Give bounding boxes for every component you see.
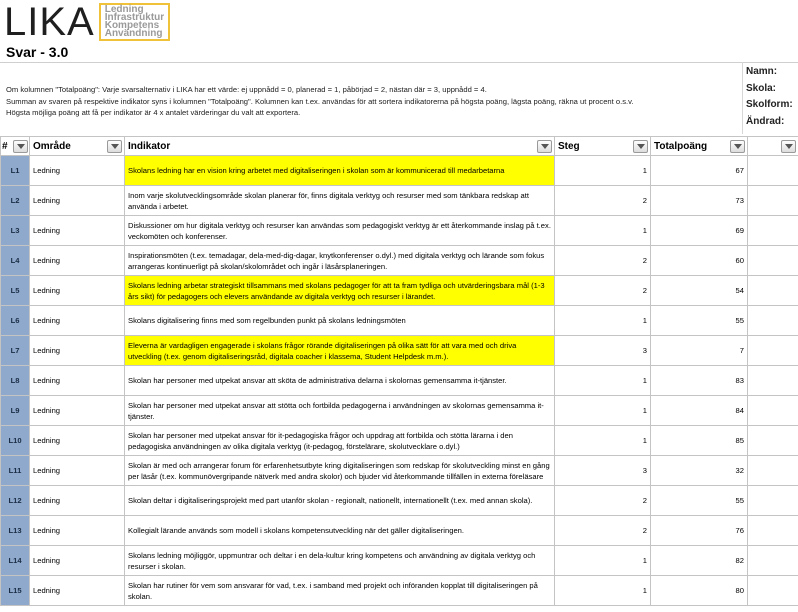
area-cell[interactable]: Ledning [30,336,125,366]
step-cell[interactable]: 2 [555,276,651,306]
column-header-label: # [2,140,8,152]
extra-cell[interactable] [748,456,798,486]
row-id-cell[interactable]: L12 [1,486,30,516]
row-id-cell[interactable]: L11 [1,456,30,486]
step-cell[interactable]: 2 [555,186,651,216]
step-cell[interactable]: 1 [555,396,651,426]
indicator-cell[interactable]: Inspirationsmöten (t.ex. temadagar, dela-med-dig-dagar, knytkonferenser o.dyl.) med digitala verktyg och lärande som fokus arrangeras kontinuerligt på skolan/skolområdet och ingår i läsårsplaneringen. [125,246,555,276]
total-points-cell[interactable]: 32 [651,456,748,486]
table-row[interactable] [1,426,798,456]
table-row[interactable] [1,456,798,486]
chevron-down-icon [17,144,25,149]
chevron-down-icon [637,144,645,149]
info-line: Summan av svaren på respektive indikator syns i kolumnen "Totalpoäng". Kolumnen kan t.ex. användas för att sortera indikatorerna på högsta poäng, lägsta poäng, räkna ut procent o.s.v. [6,96,634,106]
table-body [1,156,798,606]
filter-dropdown-button[interactable] [537,140,552,153]
column-header-label: Steg [558,140,580,152]
row-id-cell[interactable]: L6 [1,306,30,336]
row-id-cell[interactable]: L13 [1,516,30,546]
lika-logo [4,2,168,42]
extra-cell[interactable] [748,546,798,576]
extra-cell[interactable] [748,426,798,456]
table-row[interactable] [1,306,798,336]
extra-cell[interactable] [748,306,798,336]
extra-cell[interactable] [748,156,798,186]
step-cell[interactable]: 1 [555,216,651,246]
area-cell[interactable]: Ledning [30,486,125,516]
area-cell[interactable]: Ledning [30,276,125,306]
table-row[interactable] [1,186,798,216]
filter-dropdown-button[interactable] [633,140,648,153]
row-id-cell[interactable]: L15 [1,576,30,606]
total-points-cell[interactable]: 55 [651,486,748,516]
step-cell[interactable]: 1 [555,366,651,396]
indicator-cell[interactable]: Skolans digitalisering finns med som regelbunden punkt på skolans ledningsmöten [125,306,555,336]
total-points-cell[interactable]: 84 [651,396,748,426]
column-header-area [30,137,125,156]
area-cell[interactable]: Ledning [30,426,125,456]
chevron-down-icon [541,144,549,149]
extra-cell[interactable] [748,516,798,546]
total-points-cell[interactable]: 85 [651,426,748,456]
indicator-cell[interactable]: Skolan har rutiner för vem som ansvarar för vad, t.ex. i samband med projekt och införanden kopplat till digitaliseringen på skolan. [125,576,555,606]
changed-label: Ändrad: [746,115,785,127]
meta-labels [746,64,793,130]
extra-cell[interactable] [748,216,798,246]
indicator-cell[interactable]: Inom varje skolutvecklingsområde skolan planerar för, finns digitala verktyg och resurser med som tänkbara redskap att använda i arbetet. [125,186,555,216]
area-cell[interactable]: Ledning [30,396,125,426]
indicator-cell[interactable]: Skolan är med och arrangerar forum för erfarenhetsutbyte kring digitaliseringen som redskap för skolutveckling minst en gång per läsår (t.ex. kommunövergripande nätverk med andra skolor) och bjuder vid återkommande tillfällen in externa föreläsare [125,456,555,486]
divider [742,62,743,134]
logo-subtitle-box [101,3,168,41]
page-title: Svar - 3.0 [6,44,69,60]
info-text [6,84,633,119]
row-id-cell[interactable]: L1 [1,156,30,186]
step-cell[interactable]: 3 [555,456,651,486]
filter-dropdown-button[interactable] [107,140,122,153]
row-id-cell[interactable]: L3 [1,216,30,246]
row-id-cell[interactable]: L2 [1,186,30,216]
indicator-cell[interactable]: Skolans ledning har en vision kring arbetet med digitaliseringen i skolan som är kommunicerad till medarbetarna [125,156,555,186]
area-cell[interactable]: Ledning [30,216,125,246]
indicator-cell[interactable]: Eleverna är vardagligen engagerade i skolans frågor rörande digitaliseringen på olika sätt för att vara med och driva utveckling (t.ex. genom digitaliseringsråd, digitala coacher i klassema, Student Helpdesk m.m.). [125,336,555,366]
indicator-cell[interactable]: Diskussioner om hur digitala verktyg och resurser kan användas som pedagogiskt verktyg är ett återkommande inslag på t.ex. veckomöten och konferenser. [125,216,555,246]
table-row[interactable] [1,156,798,186]
filter-dropdown-button[interactable] [13,140,28,153]
indicator-cell[interactable]: Skolan har personer med utpekat ansvar att stötta och fortbilda pedagogerna i användningen av skolornas gemensamma it-tjänster. [125,396,555,426]
total-points-cell[interactable]: 7 [651,336,748,366]
indicator-cell[interactable]: Skolan har personer med utpekat ansvar att sköta de administrativa delarna i skolornas gemensamma it-tjänster. [125,366,555,396]
table-row[interactable] [1,486,798,516]
chevron-down-icon [734,144,742,149]
indicator-cell[interactable]: Skolan har personer med utpekat ansvar för it-pedagogiska frågor och uppdrag att fortbilda och stötta lärarna i den pedagogiska användningen av olika digitala verktyg (it-pedagog, förstelärare, skolutvecklare o.dyl.) [125,426,555,456]
divider [0,62,798,63]
area-cell[interactable]: Ledning [30,546,125,576]
indicator-cell[interactable]: Kollegialt lärande används som modell i skolans kompetensutveckling när det gäller digitaliseringen. [125,516,555,546]
column-header-label: Område [33,140,71,152]
column-header-extra [748,137,798,156]
step-cell[interactable]: 2 [555,246,651,276]
total-points-cell[interactable]: 82 [651,546,748,576]
step-cell[interactable]: 1 [555,576,651,606]
indicator-cell[interactable]: Skolans ledning arbetar strategiskt tillsammans med skolans pedagoger för att ta fram tydliga och utvärderingsbara mål (1-3 års sikt) för pedagogers och elevers användande av digitala verktyg och resurser i lärandet. [125,276,555,306]
school-form-label: Skolform: [746,99,793,110]
row-id-cell[interactable]: L5 [1,276,30,306]
info-line: Om kolumnen "Totalpoäng": Varje svarsalternativ i LIKA har ett värde: ej uppnådd = 0, planerad = 1, påbörjad = 2, nästan där = 3, uppnådd = 4. [6,85,487,94]
step-cell[interactable]: 3 [555,336,651,366]
school-label: Skola: [746,82,777,94]
step-cell[interactable]: 2 [555,486,651,516]
total-points-cell[interactable]: 76 [651,516,748,546]
step-cell[interactable]: 2 [555,516,651,546]
table-row[interactable] [1,396,798,426]
step-cell[interactable]: 1 [555,546,651,576]
area-cell[interactable]: Ledning [30,156,125,186]
table-header-row [1,137,798,156]
total-points-cell[interactable]: 69 [651,216,748,246]
total-points-cell[interactable]: 67 [651,156,748,186]
row-id-cell[interactable]: L14 [1,546,30,576]
table-row[interactable] [1,216,798,246]
total-points-cell[interactable]: 83 [651,366,748,396]
logo-line: Användning [104,28,163,40]
area-cell[interactable]: Ledning [30,516,125,546]
total-points-cell[interactable]: 55 [651,306,748,336]
step-cell[interactable]: 1 [555,426,651,456]
table-row[interactable] [1,336,798,366]
table-row[interactable] [1,516,798,546]
row-id-cell[interactable]: L4 [1,246,30,276]
table-row[interactable] [1,546,798,576]
table-row[interactable] [1,576,798,606]
table-row[interactable] [1,276,798,306]
column-header-label: Indikator [128,140,171,152]
extra-cell[interactable] [748,186,798,216]
logo-line: Ledning [104,3,144,15]
chevron-down-icon [785,144,793,149]
name-label: Namn: [746,66,778,77]
indicator-cell[interactable]: Skolans ledning möjliggör, uppmuntrar och deltar i en dela-kultur kring kompetens och användning av digitala verktyg och resurser i skolan. [125,546,555,576]
info-line: Högsta möjliga poäng att få per indikator är 4 x antalet värderingar du valt att exportera. [6,108,301,117]
step-cell[interactable]: 1 [555,306,651,336]
column-header-total [651,137,748,156]
total-points-cell[interactable]: 54 [651,276,748,306]
extra-cell[interactable] [748,396,798,426]
row-id-cell[interactable]: L7 [1,336,30,366]
row-id-cell[interactable]: L9 [1,396,30,426]
area-cell[interactable]: Ledning [30,306,125,336]
area-cell[interactable]: Ledning [30,576,125,606]
logo-line: Infrastruktur [104,11,165,23]
table-row[interactable] [1,246,798,276]
area-cell[interactable]: Ledning [30,186,125,216]
filter-dropdown-button[interactable] [781,140,796,153]
row-id-cell[interactable]: L10 [1,426,30,456]
column-header-step [555,137,651,156]
area-cell[interactable]: Ledning [30,246,125,276]
total-points-cell[interactable]: 73 [651,186,748,216]
row-id-cell[interactable]: L8 [1,366,30,396]
filter-dropdown-button[interactable] [730,140,745,153]
total-points-cell[interactable]: 80 [651,576,748,606]
extra-cell[interactable] [748,486,798,516]
step-cell[interactable]: 1 [555,156,651,186]
chevron-down-icon [111,144,119,149]
area-cell[interactable]: Ledning [30,456,125,486]
area-cell[interactable]: Ledning [30,366,125,396]
logo-word: LIKA [4,0,95,44]
extra-cell[interactable] [748,246,798,276]
table-row[interactable] [1,366,798,396]
logo-line: Kompetens [104,20,160,31]
extra-cell[interactable] [748,366,798,396]
extra-cell[interactable] [748,576,798,606]
column-header-label: Totalpoäng [654,140,708,152]
indicator-cell[interactable]: Skolan deltar i digitaliseringsprojekt med part utanför skolan - regionalt, nationellt, internationellt (t.ex. med annan skola). [125,486,555,516]
extra-cell[interactable] [748,336,798,366]
column-header-indicator [125,137,555,156]
indicator-table [0,136,798,606]
column-header-hash [1,137,30,156]
extra-cell[interactable] [748,276,798,306]
total-points-cell[interactable]: 60 [651,246,748,276]
